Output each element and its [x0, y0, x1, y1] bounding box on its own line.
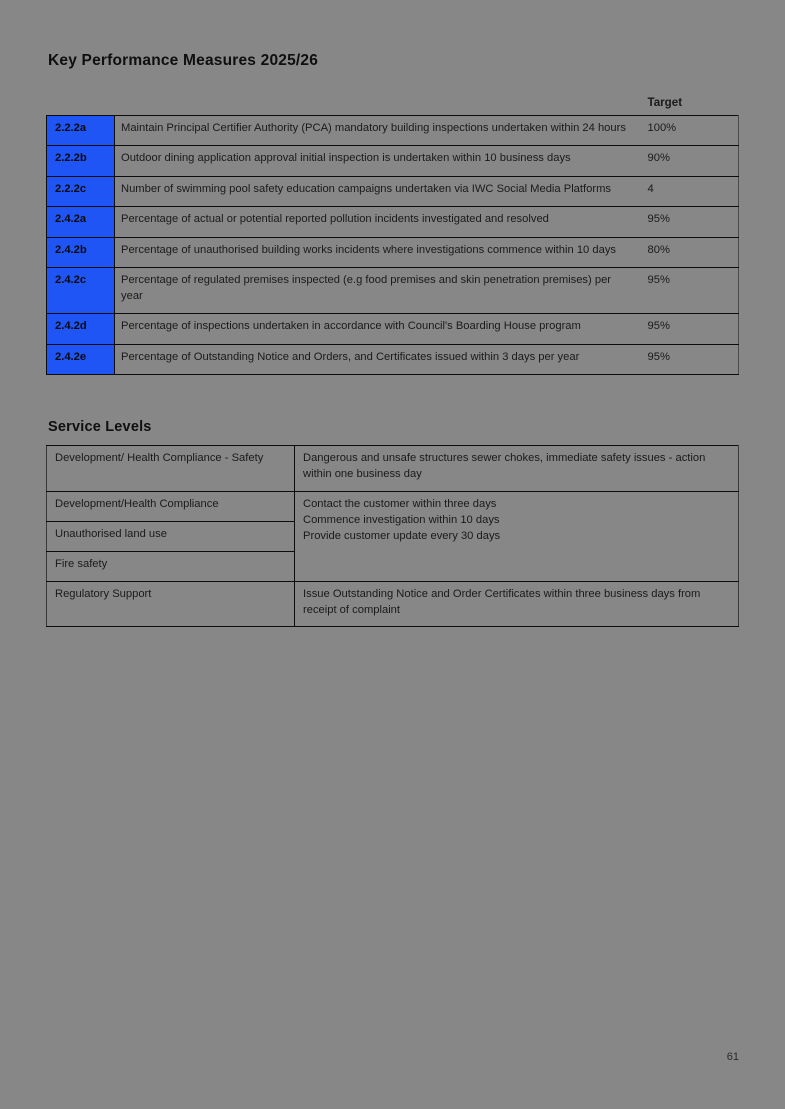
service-levels-body — [47, 446, 739, 627]
table-row — [47, 176, 739, 206]
kpi-code: 2.4.2d — [47, 314, 115, 344]
column-header-code — [47, 96, 115, 116]
kpi-target: 90% — [642, 146, 739, 176]
service-area: Development/Health Compliance — [47, 491, 295, 521]
kpi-description: Percentage of regulated premises inspected (e.g food premises and skin penetration premises) per year — [115, 268, 642, 314]
service-level-group — [295, 491, 739, 581]
service-level: Issue Outstanding Notice and Order Certificates within three business days from receipt of complaint — [295, 581, 739, 627]
kpi-description: Number of swimming pool safety education campaigns undertaken via IWC Social Media Platforms — [115, 176, 642, 206]
kpi-description: Percentage of actual or potential reported pollution incidents investigated and resolved — [115, 207, 642, 237]
table-row — [47, 491, 739, 521]
kpi-target: 95% — [642, 268, 739, 314]
service-area: Unauthorised land use — [47, 521, 295, 551]
service-level-line: Commence investigation within 10 days — [303, 513, 500, 526]
table-header-row — [47, 96, 739, 116]
table-row — [47, 314, 739, 344]
service-level-line: Provide customer update every 30 days — [303, 529, 501, 542]
kpi-code: 2.2.2c — [47, 176, 115, 206]
kpi-code: 2.2.2b — [47, 146, 115, 176]
service-levels-table — [46, 445, 739, 627]
table-row — [47, 446, 739, 492]
kpi-target: 100% — [642, 116, 739, 146]
kpi-table-header — [47, 96, 739, 116]
kpi-target: 4 — [642, 176, 739, 206]
table-row — [47, 268, 739, 314]
kpi-table-body — [47, 116, 739, 375]
table-row — [47, 237, 739, 267]
table-row — [47, 116, 739, 146]
kpi-code: 2.4.2b — [47, 237, 115, 267]
kpi-description: Percentage of Outstanding Notice and Orders, and Certificates issued within 3 days per year — [115, 344, 642, 374]
service-level: Dangerous and unsafe structures sewer chokes, immediate safety issues - action within one business day — [295, 446, 739, 492]
kpi-description: Percentage of inspections undertaken in accordance with Council's Boarding House program — [115, 314, 642, 344]
kpi-target: 95% — [642, 344, 739, 374]
kpi-code: 2.2.2a — [47, 116, 115, 146]
page-number: 61 — [726, 1051, 739, 1063]
service-area: Development/ Health Compliance - Safety — [47, 446, 295, 492]
kpi-code: 2.4.2a — [47, 207, 115, 237]
kpi-code: 2.4.2e — [47, 344, 115, 374]
kpi-target: 80% — [642, 237, 739, 267]
table-row — [47, 344, 739, 374]
kpi-description: Percentage of unauthorised building works incidents where investigations commence within 10 days — [115, 237, 642, 267]
table-row — [47, 581, 739, 627]
kpi-description: Outdoor dining application approval initial inspection is undertaken within 10 business days — [115, 146, 642, 176]
service-area: Fire safety — [47, 551, 295, 581]
service-level-line: Contact the customer within three days — [303, 497, 497, 510]
kpi-description: Maintain Principal Certifier Authority (PCA) mandatory building inspections undertaken within 24 hours — [115, 116, 642, 146]
table-row — [47, 146, 739, 176]
kpi-code: 2.4.2c — [47, 268, 115, 314]
table-row — [47, 207, 739, 237]
page-title: Key Performance Measures 2025/26 — [48, 52, 319, 69]
column-header-description — [115, 96, 642, 116]
service-area: Regulatory Support — [47, 581, 295, 627]
service-levels-title: Service Levels — [48, 419, 152, 436]
kpi-table — [46, 96, 739, 375]
column-header-target: Target — [647, 96, 683, 109]
kpi-target: 95% — [642, 314, 739, 344]
kpi-target: 95% — [642, 207, 739, 237]
